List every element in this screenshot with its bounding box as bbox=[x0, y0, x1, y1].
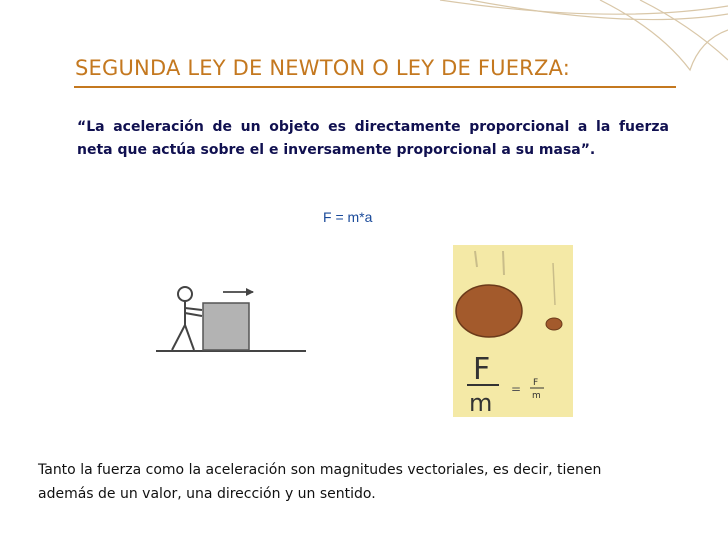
falling-rocks-icon bbox=[453, 245, 573, 417]
formula: F = m*a bbox=[323, 209, 373, 225]
fraction-numerator: F bbox=[473, 352, 491, 387]
bottom-line-1 bbox=[38, 458, 710, 482]
stick-figure-pushing-box-icon bbox=[150, 270, 310, 360]
title-underline bbox=[74, 86, 676, 88]
bottom-paragraph bbox=[38, 458, 710, 506]
quote-block bbox=[77, 116, 669, 162]
small-fraction-denominator: m bbox=[532, 391, 541, 401]
small-fraction-numerator: F bbox=[533, 378, 539, 388]
law-quote: “La aceleración de un objeto es directamente proporcional a la fuerza neta que actúa sobre el e inversamente proporcional a su masa”. bbox=[77, 119, 669, 158]
bottom-line-1-text: Tanto la fuerza como la aceleración son magnitudes vectoriales, es decir, tienen bbox=[38, 462, 602, 478]
equals-sign: = bbox=[511, 382, 522, 396]
bottom-line-2: además de un valor, una dirección y un sentido. bbox=[38, 486, 376, 502]
fraction-denominator: m bbox=[469, 389, 493, 417]
slide-title: SEGUNDA LEY DE NEWTON O LEY DE FUERZA: bbox=[75, 56, 571, 80]
